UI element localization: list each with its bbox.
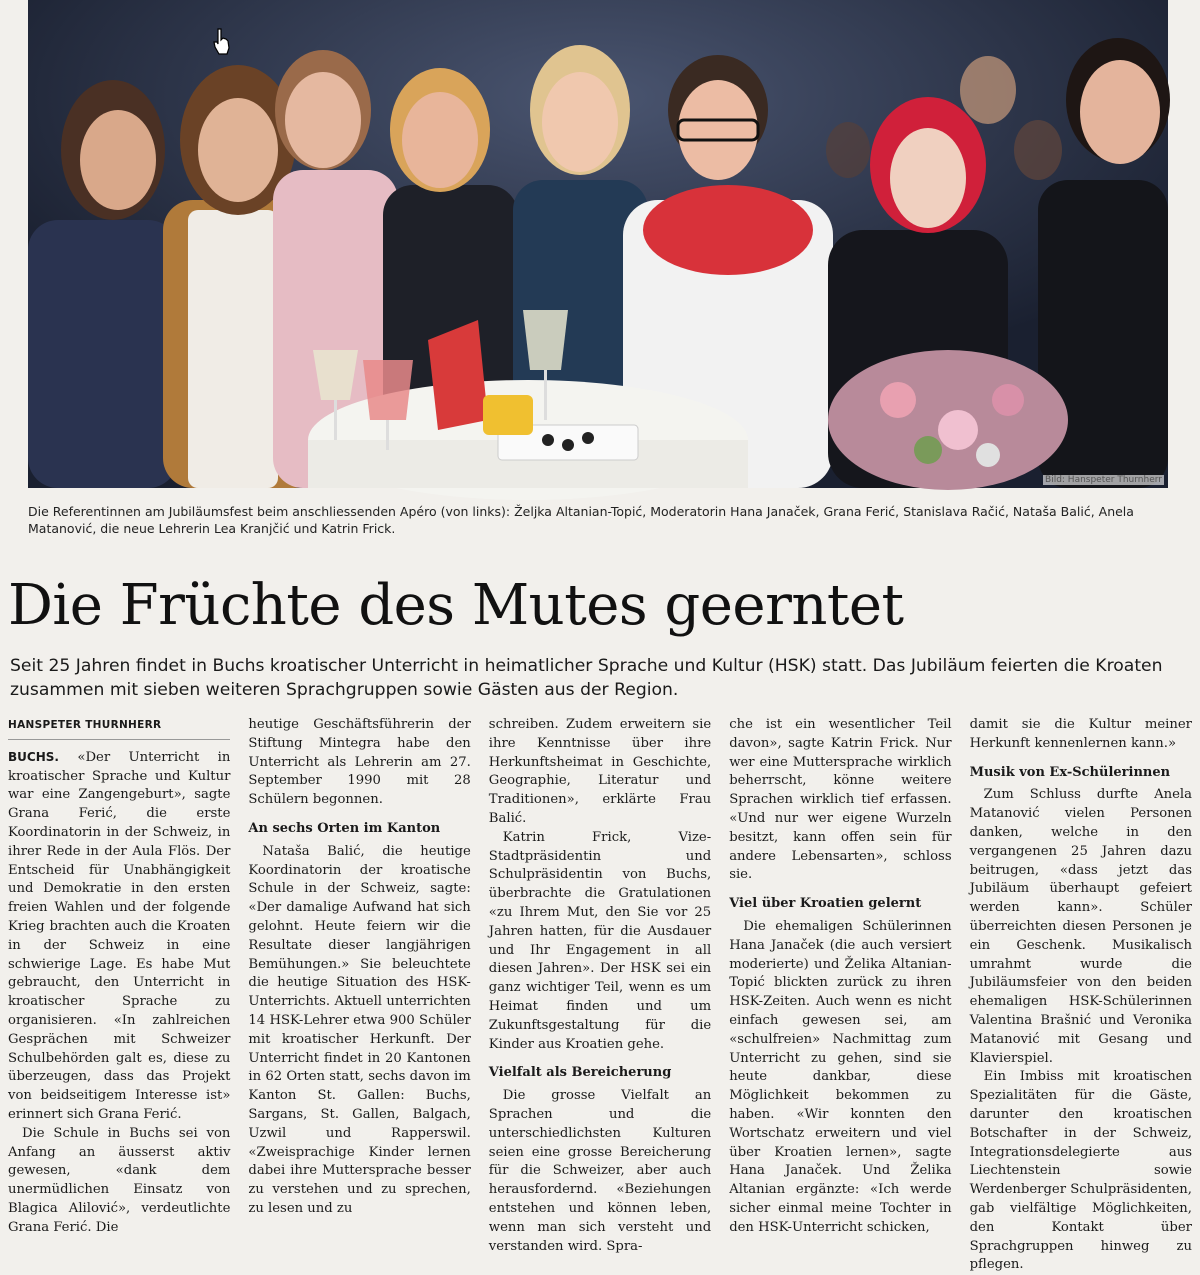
article-headline: Die Früchte des Mutes geerntet bbox=[8, 573, 904, 638]
column-3 bbox=[489, 716, 711, 1275]
hand-cursor-icon bbox=[212, 28, 232, 56]
paragraph: Zum Schluss durfte Anela Matanović vielen Personen danken, welche in den vergangenen 25 Jahren dazu beitrugen, «dass jetzt das Jubiläum überhaupt gefeiert werden kann». Schüler überreichten diesen Personen je ein Geschenk. Musikalisch umrahmt wurde die Jubiläumsfeier von den beiden ehemaligen HSK-Schülerinnen Valentina Brašnić und Veronika Matanović mit Gesang und Klavierspiel. bbox=[969, 787, 1192, 1066]
paragraph: Katrin Frick, Vize-Stadtpräsidentin und Schulpräsidentin von Buchs, überbrachte die Gratulationen «zu Ihrem Mut, den Sie vor 25 Jahren hatten, für die Ausdauer und Ihr Engagement in all diesen Jahren». Der HSK sei ein ganz wichtiger Teil, wenn es um Heimat finden und um Zukunftsgestaltung für die Kinder aus Kroatien gehe. bbox=[488, 829, 712, 1052]
paragraph: Nataša Balić, die heutige Koordinatorin der kroatische Schule in der Schweiz, sagte: «Der damalige Aufwand hat sich gelohnt. Heute feiern wir die Resultate dieser langjährigen Bemühungen.» Sie beleuchtete die heutige Situation des HSK-Unterrichts. Aktuell unterrichten 14 HSK-Lehrer etwa 900 Schüler mit kroatischer Herkunft. Der Unterricht findet in 20 Kantonen in 62 Orten statt, sechs davon im Kanton St. Gallen: Buchs, Sargans, St. Gallen, Balgach, Uzwil und Rapperswil. «Zweisprachige Kinder lernen dabei ihre Muttersprache besser zu verstehen und zu sprechen, zu lesen und zu bbox=[248, 843, 471, 1216]
column-1 bbox=[8, 716, 230, 1275]
photo-caption: Die Referentinnen am Jubiläumsfest beim anschliessenden Apéro (von links): Željka Altanian-Topić, Moderatorin Hana Janaček, Grana Ferić, Stanislava Račić, Nataša Balić, Anela Matanović, die neue Lehrerin Lea Kranjčić und Katrin Frick. bbox=[28, 504, 1134, 536]
photo-credit: Bild: Hanspeter Thurnherr bbox=[1045, 475, 1162, 485]
author-byline: HANSPETER THURNHERR bbox=[8, 716, 230, 740]
article-photo bbox=[28, 0, 1168, 488]
paragraph: Ein Imbiss mit kroatischen Spezialitäten für die Gäste, darunter den kroatischen Botschafter in der Schweiz, Integrationsdelegierte aus Liechtenstein sowie Werdenberger Schulpräsidenten, gab vielfältige Möglichkeiten, den Kontakt über Sprachgruppen hinweg zu pflegen. bbox=[969, 1069, 1192, 1273]
paragraph: Die grosse Vielfalt an Sprachen und die unterschiedlichsten Kulturen seien eine grosse Bereicherung für die Schweizer, aber auch herausfordernd. «Beziehungen entstehen und können leben, wenn man sich versteht und verstanden wird. Spra- bbox=[488, 1088, 712, 1254]
column-2 bbox=[248, 716, 470, 1275]
paragraph: BUCHS. «Der Unterricht in kroatischer Sprache und Kultur war eine Zangengeburt», sagte Grana Ferić, die erste Koordinatorin in der Schweiz, in ihrer Rede in der Aula Flös. Der Entscheid für Unabhängigkeit und Demokratie in den ersten freien Wahlen und der folgende Krieg brachten auch die Kroaten in der Schweiz in eine schwierige Lage. Es habe Mut gebraucht, den Unterricht in kroatischer Sprache zu organisieren. «In zahlreichen Gesprächen mit Schweizer Schulbehörden galt es, diese zu überzeugen, dass das Projekt von beidseitigem Interesse ist» erinnert sich Grana Ferić. bbox=[8, 749, 231, 1122]
paragraph: che ist ein wesentlicher Teil davon», sagte Katrin Frick. Nur wer eine Muttersprache wirklich beherrscht, könne weitere Sprachen wirklich tief erfassen. «Und nur wer eigene Wurzeln besitzt, kann offen sein für andere Lebensarten», schloss sie. bbox=[729, 717, 952, 883]
subheading: Viel über Kroatien gelernt bbox=[729, 896, 922, 912]
paragraph: Die Schule in Buchs sei von Anfang an äusserst aktiv gewesen, «dank dem unermüdlichen Einsatz von Blagica Alilović», verdeutlichte Grana Ferić. Die bbox=[8, 1125, 231, 1235]
dateline: BUCHS. bbox=[8, 749, 59, 764]
paragraph: damit sie die Kultur meiner Herkunft kennenlernen kann.» bbox=[969, 717, 1192, 751]
column-4 bbox=[729, 716, 951, 1275]
article-lead: Seit 25 Jahren findet in Buchs kroatischer Unterricht in heimatlicher Sprache und Kultur (HSK) statt. Das Jubiläum feierten die Kroaten zusammen mit sieben weiteren Sprachgruppen sowie Gästen aus der Region. bbox=[10, 656, 1163, 700]
paragraph: schreiben. Zudem erweitern sie ihre Kenntnisse über ihre Herkunftsheimat in Geschichte, Geographie, Literatur und Traditionen», erklärte Frau Balić. bbox=[488, 717, 712, 826]
article-body bbox=[8, 716, 1192, 1273]
paragraph: Die ehemaligen Schülerinnen Hana Janaček (die auch versiert moderierte) und Želika Altanian-Topić blickten zurück zu ihren HSK-Zeiten. Auch wenn es nicht einfach gewesen sei, am «schulfreien» Nachmittag zum Unterricht zu gehen, sind sie heute dankbar, diese Möglichkeit bekommen zu haben. «Wir konnten den Wortschatz erweitern und viel über Kroatien lernen», sagte Hana Janaček. Und Želika Altanian ergänzte: «Ich werde sicher einmal meine Tochter in den HSK-Unterricht schicken, bbox=[729, 918, 952, 1235]
subheading: Vielfalt als Bereicherung bbox=[488, 1065, 672, 1081]
column-5 bbox=[970, 716, 1192, 1275]
subheading: Musik von Ex-Schülerinnen bbox=[969, 764, 1171, 780]
subheading: An sechs Orten im Kanton bbox=[248, 820, 441, 836]
paragraph: heutige Geschäftsführerin der Stiftung Mintegra habe den Unterricht als Lehrerin am 27. September 1990 mit 28 Schülern begonnen. bbox=[248, 717, 471, 808]
group-photo-illustration bbox=[28, 0, 1168, 488]
